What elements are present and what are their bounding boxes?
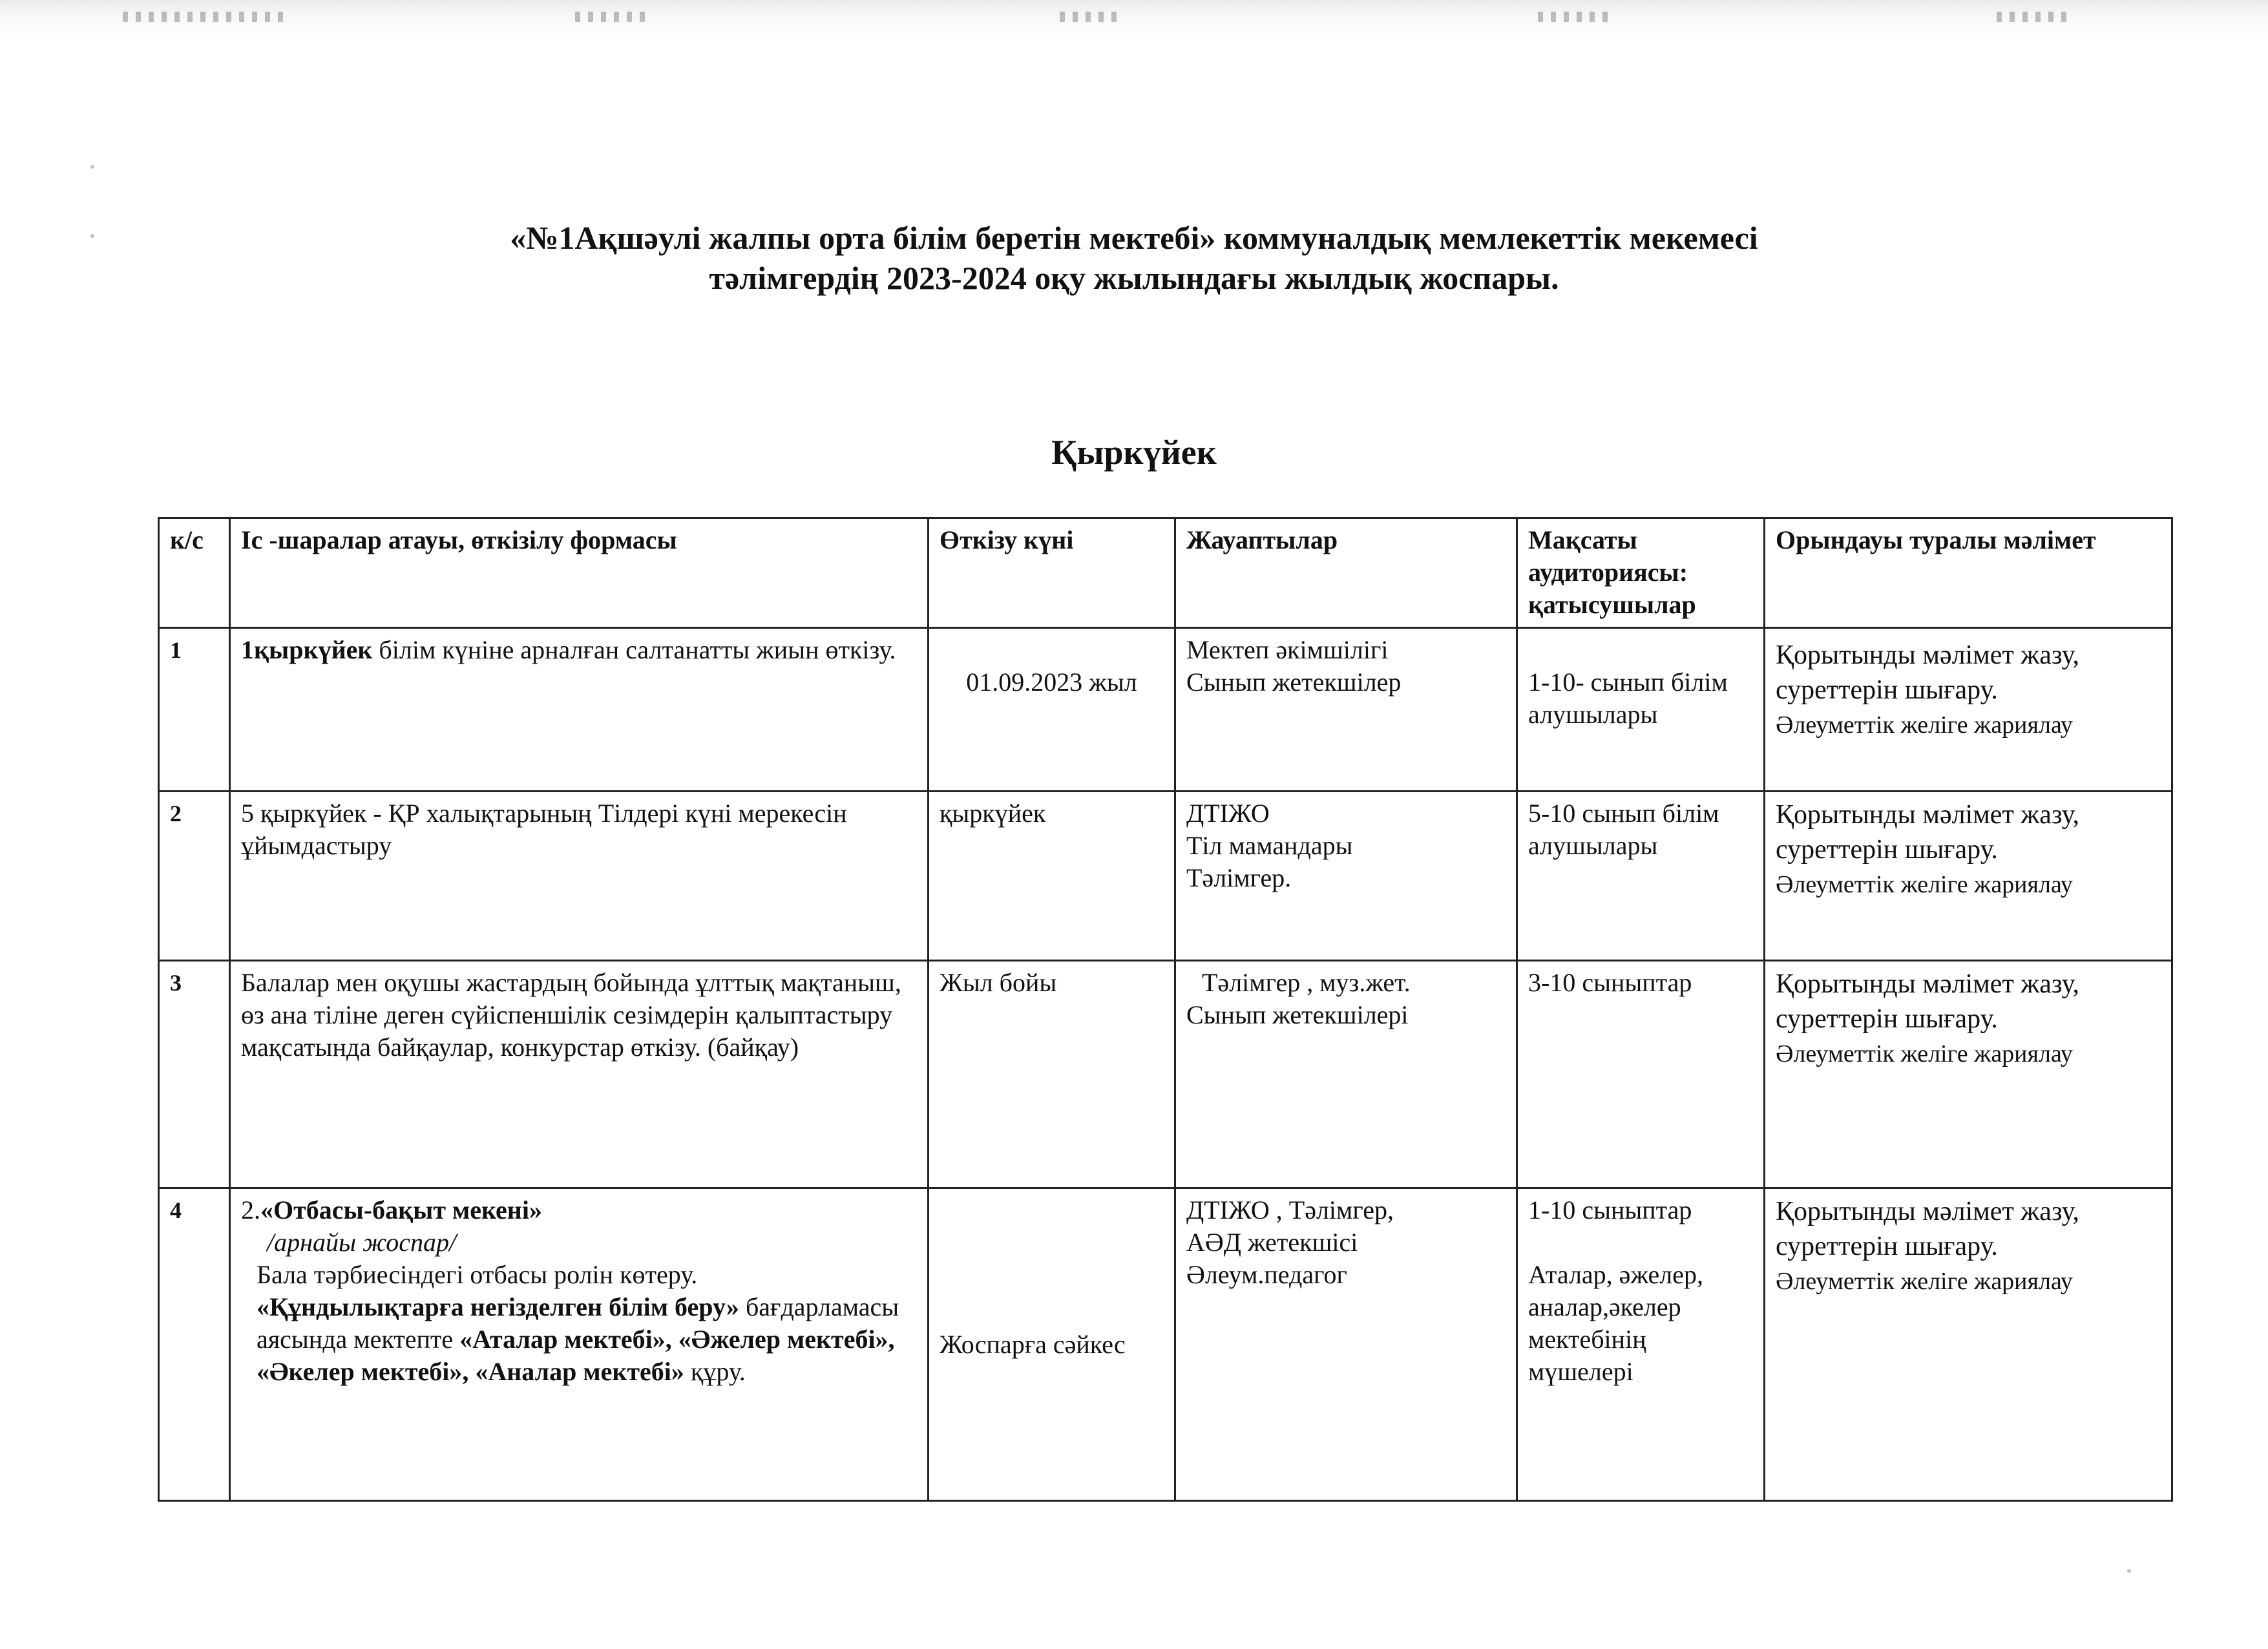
responsible-line: Тәлімгер , муз.жет. [1202, 968, 1411, 997]
scan-artifact [1997, 12, 2074, 22]
table-row [159, 961, 2172, 1188]
responsible-cell [1175, 628, 1517, 792]
event-name-note: /арнайы жоспар/ [267, 1228, 457, 1257]
event-date: қыркүйек [929, 792, 1175, 961]
header-audience: Мақсаты аудиториясы: қатысушылар [1517, 518, 1765, 628]
event-name-text: бағдарламасы аясында мектепте [257, 1292, 899, 1354]
event-name-bold: «Аталар мектебі», «Әжелер мектебі», «Әкелер мектебі», «Аналар мектебі» [257, 1325, 895, 1386]
event-name [230, 628, 929, 792]
audience-cell: 5-10 сынып білім алушылары [1517, 792, 1765, 961]
responsible-cell [1175, 792, 1517, 961]
event-date: Жоспарға сәйкес [929, 1188, 1175, 1501]
result-line: Қорытынды мәлімет жазу, [1776, 969, 2079, 999]
result-line: суреттерін шығару. [1776, 675, 1998, 705]
table-row [159, 628, 2172, 792]
event-name-title: «Отбасы-бақыт мекені» [260, 1195, 542, 1224]
event-name-paragraph [241, 1291, 917, 1388]
table-row [159, 1188, 2172, 1501]
row-number: 3 [159, 961, 230, 1188]
result-cell [1765, 628, 2172, 792]
responsible-line: Тәлімгер. [1186, 863, 1292, 892]
header-num: к/с [159, 518, 230, 628]
event-date: 01.09.2023 жыл [929, 628, 1175, 792]
audience-cell: 1-10- сынып білім алушылары [1517, 628, 1765, 792]
responsible-line: АӘД жетекшісі [1186, 1228, 1358, 1257]
result-line: суреттерін шығару. [1776, 1232, 1998, 1261]
event-name [230, 1188, 929, 1501]
event-name-prefix: 2. [241, 1195, 260, 1224]
scan-speck [90, 165, 94, 169]
result-line: Әлеуметтік желіге жариялау [1776, 1040, 2073, 1067]
responsible-line: ДТІЖО , Тәлімгер, [1186, 1195, 1394, 1224]
event-date: Жыл бойы [929, 961, 1175, 1188]
result-line: Әлеуметтік желіге жариялау [1776, 1268, 2073, 1295]
scan-artifact [1060, 12, 1118, 22]
responsible-line: Сынып жетекшілері [1186, 1000, 1409, 1029]
event-name-line: Бала тәрбиесіндегі отбасы ролін көтеру. [257, 1260, 698, 1289]
document-title-line-2: тәлімгердің 2023-2024 оқу жылындағы жылдық жоспары. [709, 260, 1559, 296]
result-cell [1765, 792, 2172, 961]
result-line: суреттерін шығару. [1776, 835, 1998, 865]
result-cell [1765, 1188, 2172, 1501]
event-name-text: білім күніне арналған салтанатты жиын өткізу. [372, 635, 896, 664]
scan-artifact [123, 12, 291, 22]
event-name-bold: «Құндылықтарға негізделген білім беру» [257, 1292, 739, 1321]
audience-line: Аталар, әжелер, аналар,әкелер мектебінің мүшелері [1528, 1260, 1704, 1386]
responsible-line: Әлеум.педагог [1186, 1260, 1347, 1289]
result-line: Қорытынды мәлімет жазу, [1776, 1197, 2079, 1226]
header-name: Іс -шаралар атауы, өткізілу формасы [230, 518, 929, 628]
event-name: 5 қыркүйек - ҚР халықтарының Тілдері күні мерекесін ұйымдастыру [230, 792, 929, 961]
audience-line: 1-10 сыныптар [1528, 1195, 1692, 1224]
audience-cell [1517, 1188, 1765, 1501]
row-number: 2 [159, 792, 230, 961]
result-line: Қорытынды мәлімет жазу, [1776, 800, 2079, 830]
annual-plan-table [158, 517, 2173, 1502]
responsible-cell [1175, 1188, 1517, 1501]
result-line: суреттерін шығару. [1776, 1004, 1998, 1034]
event-name-bold: 1қыркүйек [241, 635, 373, 664]
scan-speck [2127, 1569, 2131, 1573]
result-line: Әлеуметтік желіге жариялау [1776, 711, 2073, 739]
month-heading: Қыркүйек [1051, 433, 1217, 472]
audience-cell: 3-10 сыныптар [1517, 961, 1765, 1188]
responsible-line: Мектеп әкімшілігі [1186, 635, 1389, 664]
responsible-line: Сынып жетекшілер [1186, 667, 1402, 697]
result-cell [1765, 961, 2172, 1188]
scan-edge-shadow [0, 0, 2268, 40]
row-number: 4 [159, 1188, 230, 1501]
header-result: Орындауы туралы мәлімет [1765, 518, 2172, 628]
scan-artifact [1538, 12, 1609, 22]
responsible-line: Тіл мамандары [1186, 831, 1353, 860]
responsible-cell [1175, 961, 1517, 1188]
result-line: Әлеуметтік желіге жариялау [1776, 871, 2073, 898]
scan-artifact [575, 12, 653, 22]
event-name-text: құру. [684, 1357, 746, 1386]
event-name: Балалар мен оқушы жастардың бойында ұлттық мақтаныш, өз ана тіліне деген сүйіспеншілік сезімдерін қалыптастыру мақсатында байқаулар, конкурстар өткізу. (байқау) [230, 961, 929, 1188]
table-header-row [159, 518, 2172, 628]
responsible-line: ДТІЖО [1186, 799, 1270, 828]
document-title-line-1: «№1Ақшәулі жалпы орта білім беретін мектебі» коммуналдық мемлекеттік мекемесі [510, 220, 1758, 256]
result-line: Қорытынды мәлімет жазу, [1776, 640, 2079, 670]
row-number: 1 [159, 628, 230, 792]
header-responsible: Жауаптылар [1175, 518, 1517, 628]
table-row [159, 792, 2172, 961]
header-date: Өткізу күні [929, 518, 1175, 628]
